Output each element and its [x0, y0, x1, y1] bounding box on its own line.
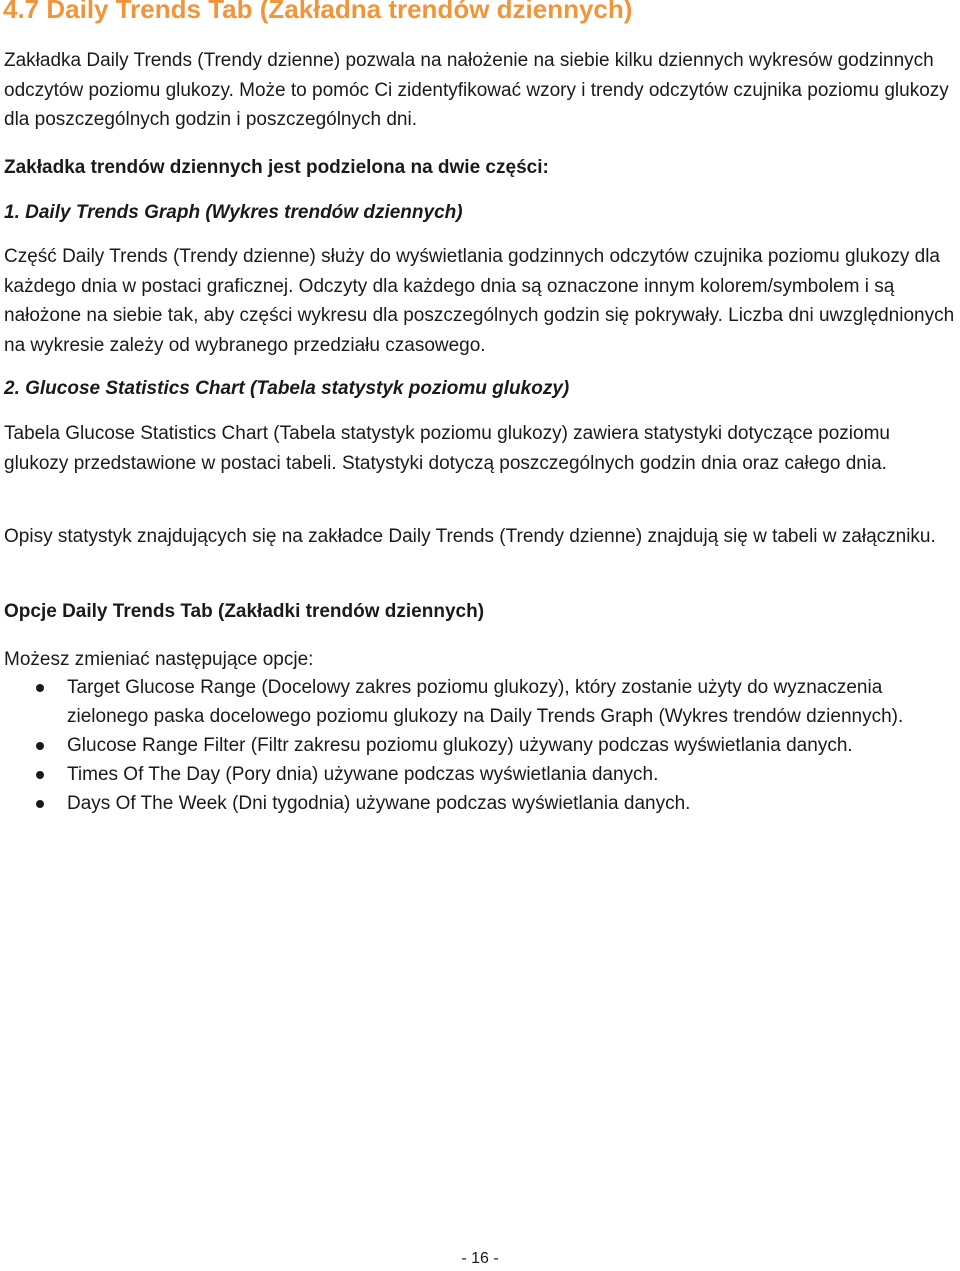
bullet-icon [36, 771, 44, 779]
part1-heading: 1. Daily Trends Graph (Wykres trendów dziennych) [4, 202, 463, 223]
options-intro: Możesz zmieniać następujące opcje: [4, 649, 314, 670]
part2-body: Tabela Glucose Statistics Chart (Tabela statystyk poziomu glukozy) zawiera statystyki dotyczące poziomu glukozy przedstawione w postaci tabeli. Statystyki dotyczą poszczególnych godzin dnia oraz całego dnia. [4, 423, 890, 474]
option-item [0, 789, 956, 818]
option-item [0, 760, 956, 789]
parts-heading: Zakładka trendów dziennych jest podzielona na dwie części: [4, 157, 549, 178]
section-heading: 4.7 Daily Trends Tab (Zakładna trendów dziennych) [3, 0, 633, 24]
option-text: Glucose Range Filter (Filtr zakresu poziomu glukozy) używany podczas wyświetlania danych. [67, 735, 853, 756]
page-number: - 16 - [461, 1250, 499, 1267]
bullet-icon [36, 742, 44, 750]
appendix-note: Opisy statystyk znajdujących się na zakładce Daily Trends (Trendy dzienne) znajdują się w tabeli w załączniku. [4, 526, 936, 547]
option-item [0, 731, 956, 760]
part1-body: Część Daily Trends (Trendy dzienne) służy do wyświetlania godzinnych odczytów czujnika poziomu glukozy dla każdego dnia w postaci graficznej. Odczyty dla każdego dnia są oznaczone innym kolorem/symbolem i są nałożone na siebie tak, aby części wykresu dla poszczególnych godzin się pokrywały. Liczba dni uwzględnionych na wykresie zależy od wybranego przedziału czasowego. [4, 246, 955, 356]
options-list [0, 673, 956, 818]
option-text: Target Glucose Range (Docelowy zakres poziomu glukozy), który zostanie użyty do wyznaczenia zielonego paska docelowego poziomu glukozy na Daily Trends Graph (Wykres trendów dziennych). [67, 677, 904, 727]
option-text: Days Of The Week (Dni tygodnia) używane podczas wyświetlania danych. [67, 793, 691, 814]
bullet-icon [36, 684, 44, 692]
bullet-icon [36, 800, 44, 808]
part2-heading: 2. Glucose Statistics Chart (Tabela statystyk poziomu glukozy) [4, 378, 570, 399]
intro-paragraph: Zakładka Daily Trends (Trendy dzienne) pozwala na nałożenie na siebie kilku dziennych wykresów godzinnych odczytów poziomu glukozy. Może to pomóc Ci zidentyfikować wzory i trendy odczytów czujnika poziomu glukozy dla poszczególnych godzin i poszczególnych dni. [4, 50, 949, 130]
options-heading: Opcje Daily Trends Tab (Zakładki trendów dziennych) [4, 601, 485, 622]
option-item [0, 673, 956, 731]
option-text: Times Of The Day (Pory dnia) używane podczas wyświetlania danych. [67, 764, 659, 785]
